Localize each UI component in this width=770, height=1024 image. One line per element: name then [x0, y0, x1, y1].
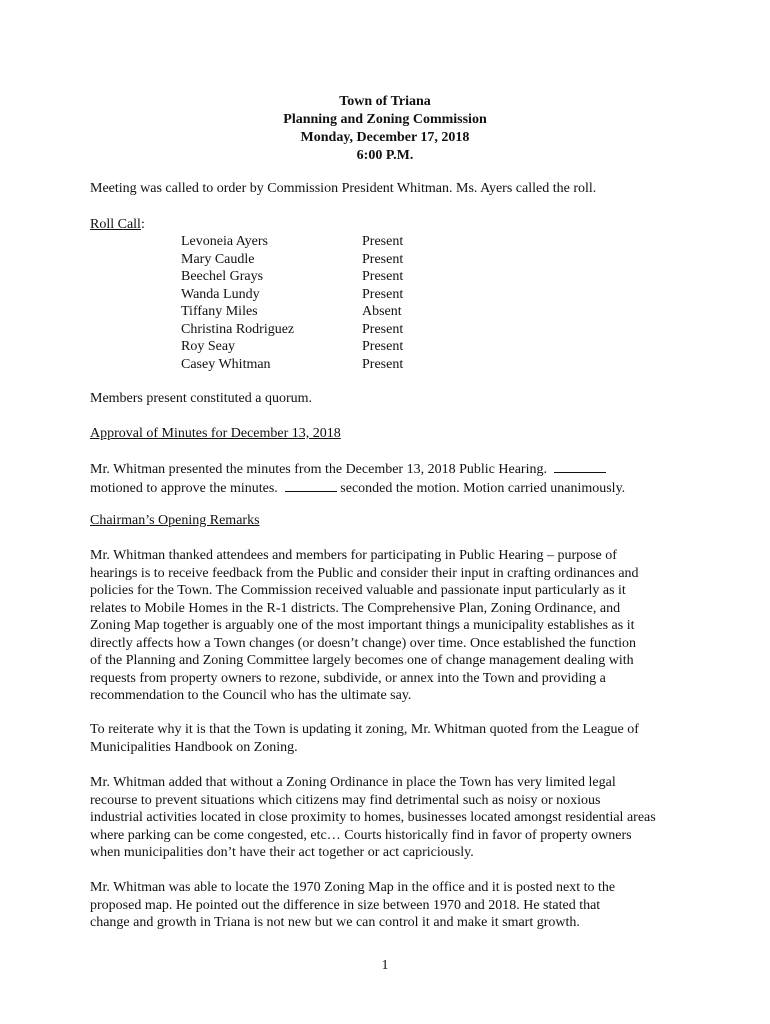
member-name: Mary Caudle: [181, 251, 255, 267]
text-line: Mr. Whitman thanked attendees and members for participating in Public Hearing – purpose of: [90, 548, 617, 563]
member-name: Wanda Lundy: [181, 286, 260, 302]
minutes-line-1: Mr. Whitman presented the minutes from the December 13, 2018 Public Hearing.: [90, 460, 690, 479]
document-header: [0, 93, 770, 165]
roll-row: [181, 251, 403, 269]
roll-row: [181, 321, 403, 339]
roll-call-label: Roll Call:: [90, 217, 145, 232]
roll-row: [181, 286, 403, 304]
header-time: 6:00 P.M.: [356, 148, 414, 163]
roll-row: [181, 338, 403, 356]
roll-row: [181, 268, 403, 286]
blank-line: [554, 460, 606, 473]
roll-row: [181, 233, 403, 251]
text-line: Zoning Map together is arguably one of the most important things a municipality establishes as it: [90, 618, 635, 633]
member-status: Present: [362, 286, 404, 302]
header-date: Monday, December 17, 2018: [300, 130, 470, 145]
text-line: directly affects how a Town changes (or doesn’t change) over time. Once established the function: [90, 635, 637, 651]
member-status: Present: [362, 321, 404, 337]
text-line: hearings is to receive feedback from the Public and consider their input in crafting ordinances and: [90, 565, 639, 581]
quorum-statement: Members present constituted a quorum.: [90, 391, 313, 406]
member-status: Present: [362, 234, 404, 249]
member-name: Tiffany Miles: [181, 304, 258, 319]
text-line: proposed map. He pointed out the difference in size between 1970 and 2018. He stated that: [90, 897, 601, 913]
minutes-line-2: motioned to approve the minutes. seconded the motion. Motion carried unanimously.: [90, 480, 626, 496]
member-name: Christina Rodriguez: [181, 321, 295, 337]
remarks-paragraph-2: [90, 721, 690, 756]
text-line: Mr. Whitman added that without a Zoning Ordinance in place the Town has very limited legal: [90, 775, 616, 790]
header-town: Town of Triana: [339, 94, 431, 109]
blank-line: [285, 479, 337, 492]
member-status: Present: [362, 339, 404, 354]
minutes-paragraph: [90, 460, 690, 497]
header-commission: Planning and Zoning Commission: [283, 112, 487, 127]
text-line: change and growth in Triana is not new but we can control it and make it smart growth.: [90, 915, 580, 930]
member-status: Absent: [362, 304, 402, 319]
text-line: To reiterate why it is that the Town is updating it zoning, Mr. Whitman quoted from the League of: [90, 722, 639, 737]
roll-row: [181, 303, 403, 321]
member-name: Levoneia Ayers: [181, 234, 268, 249]
roll-row: [181, 356, 403, 374]
roll-call-table: [181, 233, 403, 373]
remarks-paragraph-1: [90, 547, 690, 705]
text-line: Municipalities Handbook on Zoning.: [90, 739, 298, 755]
call-to-order: Meeting was called to order by Commission President Whitman. Ms. Ayers called the roll.: [90, 181, 597, 196]
text-line: recourse to prevent situations which citizens may find detrimental such as noisy or noxious: [90, 792, 601, 808]
text-line: policies for the Town. The Commission received valuable and passionate input particularly as it: [90, 583, 626, 598]
text-line: of the Planning and Zoning Committee largely becomes one of change management dealing with: [90, 653, 634, 668]
text-line: recommendation to the Council who has the ultimate say.: [90, 688, 412, 703]
text-line: when municipalities don’t have their act together or act capriciously.: [90, 845, 474, 860]
member-name: Roy Seay: [181, 339, 236, 354]
text-line: industrial activities located in close proximity to homes, businesses located amongst residential areas: [90, 810, 656, 825]
remarks-heading: Chairman’s Opening Remarks: [90, 513, 260, 528]
text-line: where parking can be come congested, etc… Courts historically find in favor of property owners: [90, 827, 632, 843]
text-line: requests from property owners to rezone, subdivide, or annex into the Town and providing a: [90, 670, 606, 686]
page-number: 1: [381, 958, 389, 973]
remarks-paragraph-3: [90, 774, 690, 862]
text-line: Mr. Whitman was able to locate the 1970 Zoning Map in the office and it is posted next to the: [90, 880, 616, 895]
member-status: Present: [362, 356, 404, 372]
member-status: Present: [362, 251, 404, 267]
member-name: Beechel Grays: [181, 269, 264, 284]
member-status: Present: [362, 269, 404, 284]
minutes-heading: Approval of Minutes for December 13, 2018: [90, 426, 341, 441]
remarks-paragraph-4: [90, 879, 690, 932]
text-line: relates to Mobile Homes in the R-1 districts. The Comprehensive Plan, Zoning Ordinance, and: [90, 600, 621, 616]
member-name: Casey Whitman: [181, 356, 271, 372]
